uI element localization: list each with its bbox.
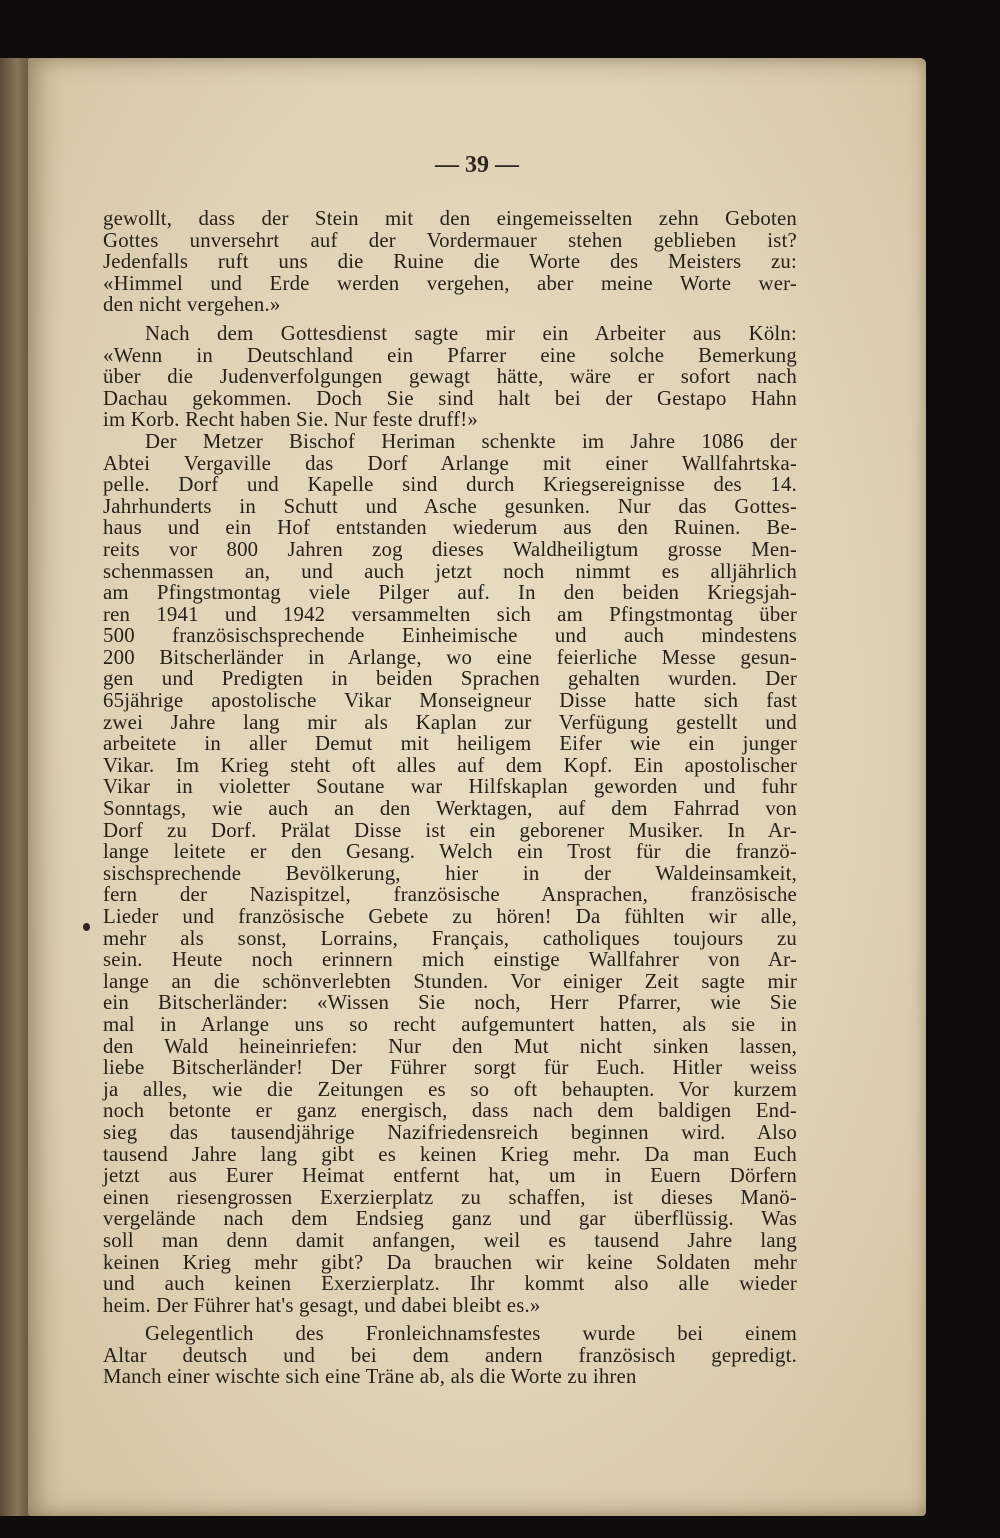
- text-line: zwei Jahre lang mir als Kaplan zur Verfügung gestellt und: [103, 710, 797, 734]
- text-line: Manch einer wischte sich eine Träne ab, als die Worte zu ihren: [103, 1365, 637, 1389]
- text-line: Jahrhunderts in Schutt und Asche gesunken. Nur das Gottes-: [103, 494, 797, 518]
- text-line: Dorf zu Dorf. Prälat Disse ist ein geborener Musiker. In Ar-: [103, 818, 797, 842]
- text-line: Gelegentlich des Fronleichnamsfestes wurde bei einem: [145, 1322, 797, 1346]
- text-line: jetzt aus Eurer Heimat entfernt hat, um in Euern Dörfern: [103, 1164, 797, 1188]
- text-line: noch betonte er ganz energisch, dass nach dem baldigen End-: [103, 1099, 797, 1123]
- text-line: arbeitete in aller Demut mit heiligem Eifer wie ein junger: [103, 732, 797, 756]
- text-line: und auch keinen Exerzierplatz. Ihr kommt also alle wieder: [103, 1272, 797, 1296]
- text-line: über die Judenverfolgungen gewagt hätte, wäre er sofort nach: [103, 365, 797, 389]
- text-line: im Korb. Recht haben Sie. Nur feste druff!»: [103, 408, 478, 432]
- text-line: sein. Heute noch erinnern mich einstige Wallfahrer von Ar-: [103, 948, 797, 972]
- text-line: Vikar. Im Krieg steht oft alles auf dem Kopf. Ein apostolischer: [103, 753, 797, 777]
- text-line: «Himmel und Erde werden vergehen, aber meine Worte wer-: [103, 271, 797, 295]
- text-line: haus und ein Hof entstanden wiederum aus den Ruinen. Be-: [103, 516, 797, 540]
- text-line: einen riesengrossen Exerzierplatz zu schaffen, ist dieses Manö-: [103, 1185, 797, 1209]
- text-line: mal in Arlange uns so recht aufgemuntert hatten, als sie in: [103, 1012, 797, 1036]
- text-line: keinen Krieg mehr gibt? Da brauchen wir keine Soldaten mehr: [103, 1250, 797, 1274]
- page-number: — 39 —: [435, 152, 519, 178]
- text-line: lange an die schönverlebten Stunden. Vor einiger Zeit sagte mir: [103, 969, 797, 993]
- text-line: «Wenn in Deutschland ein Pfarrer eine solche Bemerkung: [103, 343, 797, 367]
- text-line: Jedenfalls ruft uns die Ruine die Worte des Meisters zu:: [103, 250, 797, 274]
- text-line: Altar deutsch und bei dem andern französisch gepredigt.: [103, 1343, 797, 1367]
- paragraph: [103, 1323, 797, 1388]
- text-line: den nicht vergehen.»: [103, 293, 281, 317]
- text-line: sischsprechende Bevölkerung, hier in der Waldeinsamkeit,: [103, 861, 797, 885]
- text-line: pelle. Dorf und Kapelle sind durch Kriegsereignisse des 14.: [103, 473, 797, 497]
- text-line: gen und Predigten in beiden Sprachen gehalten wurden. Der: [103, 667, 797, 691]
- text-line: Dachau gekommen. Doch Sie sind halt bei der Gestapo Hahn: [103, 386, 797, 410]
- text-line: mehr als sonst, Lorrains, Français, catholiques toujours zu: [103, 926, 797, 950]
- text-line: heim. Der Führer hat's gesagt, und dabei bleibt es.»: [103, 1293, 541, 1317]
- paragraph: [103, 323, 797, 431]
- paragraph: [103, 431, 797, 1316]
- text-line: lange leitete er den Gesang. Welch ein Trost für die franzö-: [103, 840, 797, 864]
- paragraph: [103, 208, 797, 316]
- text-line: Der Metzer Bischof Heriman schenkte im Jahre 1086 der: [145, 429, 797, 453]
- body-text: [103, 208, 797, 1388]
- text-line: Vikar in violetter Soutane war Hilfskaplan geworden und fuhr: [103, 775, 797, 799]
- text-line: fern der Nazispitzel, französische Ansprachen, französische: [103, 883, 797, 907]
- text-line: ein Bitscherländer: «Wissen Sie noch, Herr Pfarrer, wie Sie: [103, 991, 797, 1015]
- text-line: Lieder und französische Gebete zu hören! Da fühlten wir alle,: [103, 905, 797, 928]
- ink-speck: [83, 923, 90, 931]
- text-line: den Wald heineinriefen: Nur den Mut nicht sinken lassen,: [103, 1034, 797, 1058]
- text-line: 65jährige apostolische Vikar Monseigneur Disse hatte sich fast: [103, 689, 797, 713]
- text-line: liebe Bitscherländer! Der Führer sorgt für Euch. Hitler weiss: [103, 1056, 797, 1080]
- text-line: gewollt, dass der Stein mit den eingemeisselten zehn Geboten: [103, 207, 797, 230]
- text-line: ren 1941 und 1942 versammelten sich am Pfingstmontag über: [103, 602, 797, 626]
- text-line: ja alles, wie die Zeitungen es so oft behaupten. Vor kurzem: [103, 1077, 797, 1101]
- text-line: reits vor 800 Jahren zog dieses Waldheiligtum grosse Men-: [103, 537, 797, 561]
- text-line: soll man denn damit anfangen, weil es tausend Jahre lang: [103, 1228, 797, 1252]
- text-line: schenmassen an, und auch jetzt noch nimmt es alljährlich: [103, 559, 797, 583]
- text-line: Abtei Vergaville das Dorf Arlange mit einer Wallfahrtska-: [103, 451, 797, 475]
- text-line: vergelände nach dem Endsieg ganz und gar überflüssig. Was: [103, 1207, 797, 1231]
- text-line: Sonntags, wie auch an den Werktagen, auf dem Fahrrad von: [103, 797, 797, 821]
- previous-page-edge: [0, 58, 28, 1516]
- text-line: am Pfingstmontag viele Pilger auf. In den beiden Kriegsjah-: [103, 581, 797, 605]
- text-line: sieg das tausendjährige Nazifriedensreich beginnen wird. Also: [103, 1120, 797, 1144]
- book-page: [28, 58, 926, 1516]
- text-line: Gottes unversehrt auf der Vordermauer stehen geblieben ist?: [103, 228, 797, 252]
- text-line: tausend Jahre lang gibt es keinen Krieg mehr. Da man Euch: [103, 1142, 797, 1166]
- text-line: Nach dem Gottesdienst sagte mir ein Arbeiter aus Köln:: [145, 321, 797, 345]
- text-line: 200 Bitscherländer in Arlange, wo eine feierliche Messe gesun-: [103, 645, 797, 669]
- text-line: 500 französischsprechende Einheimische und auch mindestens: [103, 624, 797, 648]
